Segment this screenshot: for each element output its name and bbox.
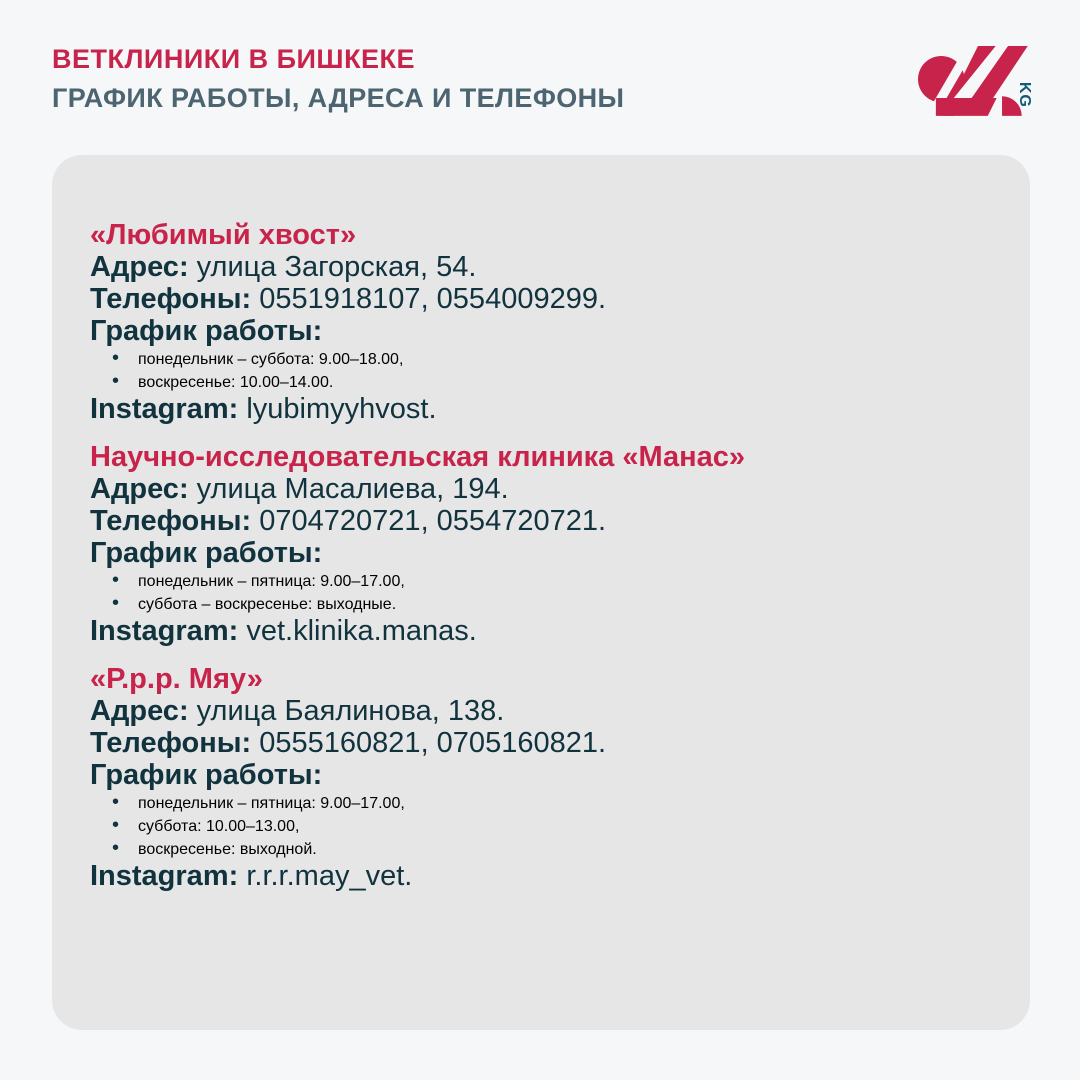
page-subtitle: ГРАФИК РАБОТЫ, АДРЕСА И ТЕЛЕФОНЫ xyxy=(52,83,625,113)
schedule-item-text: воскресенье: 10.00–14.00. xyxy=(138,374,334,391)
clinic-instagram-line xyxy=(90,615,990,647)
schedule-item xyxy=(90,569,990,592)
clinic-section-1 xyxy=(90,219,990,425)
schedule-item xyxy=(90,837,990,860)
logo-kg-text: KG xyxy=(1015,81,1034,108)
clinic-address-line xyxy=(90,473,990,505)
clinic-phones-line xyxy=(90,505,990,537)
instagram-label: Instagram: xyxy=(90,393,239,425)
phones-label: Телефоны: xyxy=(90,727,252,759)
clinic-name: Научно-исследовательская клиника «Манас» xyxy=(90,441,746,473)
bullet-icon: • xyxy=(112,370,120,392)
address-label: Адрес: xyxy=(90,695,189,727)
instagram-value: vet.klinika.manas. xyxy=(246,615,477,647)
page-title: ВЕТКЛИНИКИ В БИШКЕКЕ xyxy=(52,44,416,74)
schedule-label: График работы: xyxy=(90,315,323,347)
header xyxy=(52,44,1036,116)
clinic-phones-line xyxy=(90,727,990,759)
schedule-label: График работы: xyxy=(90,759,323,791)
schedule-item-text: воскресенье: выходной. xyxy=(138,841,317,858)
address-label: Адрес: xyxy=(90,251,189,283)
address-value: улица Баялинова, 138. xyxy=(196,695,505,727)
instagram-value: lyubimyyhvost. xyxy=(246,393,437,425)
address-value: улица Масалиева, 194. xyxy=(196,473,509,505)
clinic-instagram-line xyxy=(90,860,990,892)
schedule-item xyxy=(90,592,990,615)
logo-24-graphic xyxy=(918,46,1036,116)
phones-label: Телефоны: xyxy=(90,283,252,315)
schedule-item-text: понедельник – суббота: 9.00–18.00, xyxy=(138,351,404,368)
schedule-item-text: суббота – воскресенье: выходные. xyxy=(138,596,397,613)
clinic-section-3 xyxy=(90,663,990,892)
schedule-list xyxy=(90,569,990,615)
phones-value: 0551918107, 0554009299. xyxy=(259,283,607,315)
clinic-address-line xyxy=(90,251,990,283)
schedule-item xyxy=(90,814,990,837)
clinic-address-line xyxy=(90,695,990,727)
clinic-name: «Любимый хвост» xyxy=(90,219,357,251)
bullet-icon: • xyxy=(112,814,120,836)
instagram-label: Instagram: xyxy=(90,860,239,892)
schedule-item xyxy=(90,370,990,393)
schedule-item-text: суббота: 10.00–13.00, xyxy=(138,818,300,835)
clinic-section-2 xyxy=(90,441,990,647)
address-value: улица Загорская, 54. xyxy=(196,251,477,283)
schedule-label-line xyxy=(90,759,990,791)
bullet-icon: • xyxy=(112,347,120,369)
logo-24kg-icon xyxy=(918,46,1036,116)
clinic-phones-line xyxy=(90,283,990,315)
header-text xyxy=(52,44,624,113)
schedule-list xyxy=(90,791,990,860)
phones-value: 0555160821, 0705160821. xyxy=(259,727,607,759)
address-label: Адрес: xyxy=(90,473,189,505)
clinic-instagram-line xyxy=(90,393,990,425)
bullet-icon: • xyxy=(112,837,120,859)
phones-value: 0704720721, 0554720721. xyxy=(259,505,607,537)
bullet-icon: • xyxy=(112,791,120,813)
phones-label: Телефоны: xyxy=(90,505,252,537)
instagram-value: r.r.r.may_vet. xyxy=(246,860,413,892)
schedule-list xyxy=(90,347,990,393)
schedule-item xyxy=(90,347,990,370)
instagram-label: Instagram: xyxy=(90,615,239,647)
schedule-label-line xyxy=(90,315,990,347)
schedule-item-text: понедельник – пятница: 9.00–17.00, xyxy=(138,573,405,590)
bullet-icon: • xyxy=(112,569,120,591)
clinic-name: «Р.р.р. Мяу» xyxy=(90,663,263,695)
schedule-item-text: понедельник – пятница: 9.00–17.00, xyxy=(138,795,405,812)
schedule-label: График работы: xyxy=(90,537,323,569)
clinics-card xyxy=(52,155,1030,1030)
schedule-item xyxy=(90,791,990,814)
bullet-icon: • xyxy=(112,592,120,614)
schedule-label-line xyxy=(90,537,990,569)
